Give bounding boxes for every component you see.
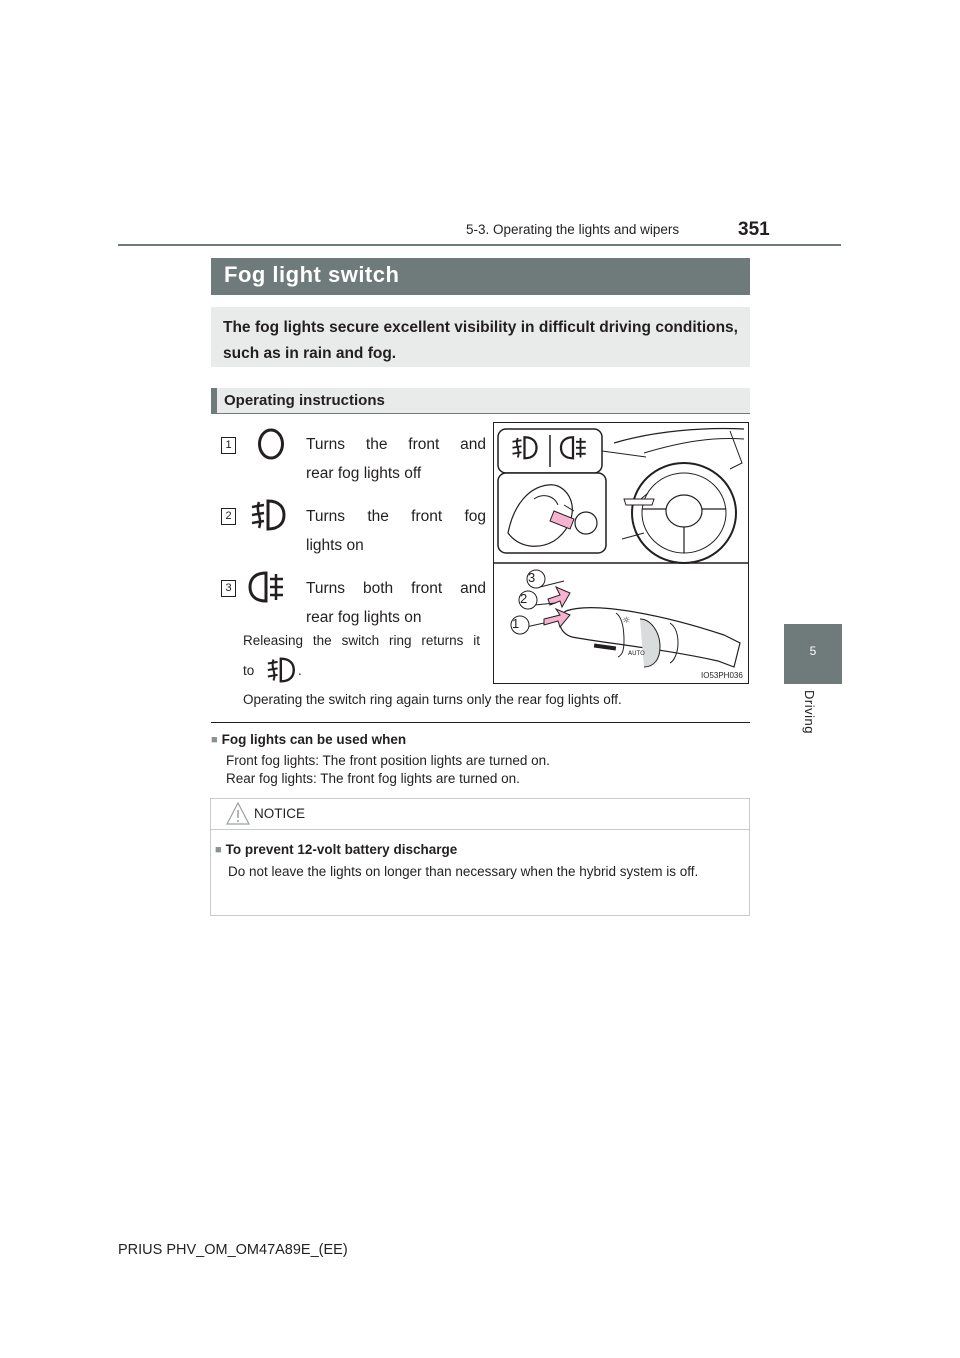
fog-note-line-1: Front fog lights: The front position lights are turned on. — [226, 753, 550, 768]
header-rule — [118, 244, 841, 246]
subheading-rule — [211, 413, 750, 414]
section-rule — [211, 722, 750, 723]
callout-3: 3 — [528, 570, 536, 585]
square-bullet-icon: ■ — [215, 844, 222, 856]
notice-subheading-text: To prevent 12-volt battery discharge — [225, 842, 458, 857]
front-fog-light-icon — [263, 656, 297, 684]
fog-note-heading-text: Fog lights can be used when — [221, 732, 407, 747]
step-2-line-2: lights on — [306, 537, 364, 554]
notice-title: NOTICE — [254, 806, 306, 821]
figure-code: IO53PH036 — [701, 671, 743, 680]
warning-triangle-icon — [225, 801, 251, 827]
title-bar — [211, 258, 750, 295]
step-1-line-2: rear fog lights off — [306, 465, 422, 482]
fog-note-heading — [211, 732, 406, 747]
subheading-bar — [211, 388, 750, 413]
subheading: Operating instructions — [224, 392, 385, 409]
step-3-line-1: Turns both front and — [306, 580, 486, 597]
step-1-line-1: Turns the front and — [306, 436, 486, 453]
svg-text:AUTO: AUTO — [628, 650, 645, 657]
fog-note-line-2: Rear fog lights: The front fog lights are turned on. — [226, 771, 520, 786]
notice-box — [210, 798, 750, 916]
page-title: Fog light switch — [224, 262, 400, 287]
notice-body: Do not leave the lights on longer than necessary when the hybrid system is off. — [228, 864, 699, 879]
callout-2: 2 — [520, 591, 528, 606]
section-title: 5-3. Operating the lights and wipers — [466, 222, 680, 237]
chapter-tab: 5 — [784, 624, 842, 684]
subheading-accent — [211, 388, 217, 413]
callout-1: 1 — [512, 616, 520, 631]
rear-fog-light-icon — [246, 570, 288, 604]
step-3-line-2: rear fog lights on — [306, 609, 422, 626]
step-number-3: 3 — [221, 580, 236, 597]
intro-box: The fog lights secure excellent visibility in difficult driving conditions, such as in rain and fog. — [211, 307, 750, 367]
step-2-line-1: Turns the front fog — [306, 508, 486, 525]
release-note-prefix: to — [243, 663, 255, 678]
step-number-2: 2 — [221, 508, 236, 525]
again-note: Operating the switch ring again turns only the rear fog lights off. — [243, 692, 622, 707]
step-number-1: 1 — [221, 437, 236, 454]
illustration-drawing — [494, 423, 748, 683]
front-fog-light-icon — [246, 498, 288, 532]
document-code: PRIUS PHV_OM_OM47A89E_(EE) — [118, 1242, 348, 1258]
release-note-suffix: . — [298, 663, 302, 678]
svg-text:☼: ☼ — [622, 616, 631, 626]
fog-switch-illustration — [493, 422, 749, 684]
page-number: 351 — [738, 219, 770, 240]
notice-header — [211, 799, 749, 830]
release-note-line-1: Releasing the switch ring returns it — [243, 633, 480, 648]
chapter-label: Driving — [802, 690, 817, 734]
square-bullet-icon: ■ — [211, 734, 218, 746]
fog-lights-off-icon — [256, 427, 286, 461]
notice-subheading — [215, 842, 457, 857]
